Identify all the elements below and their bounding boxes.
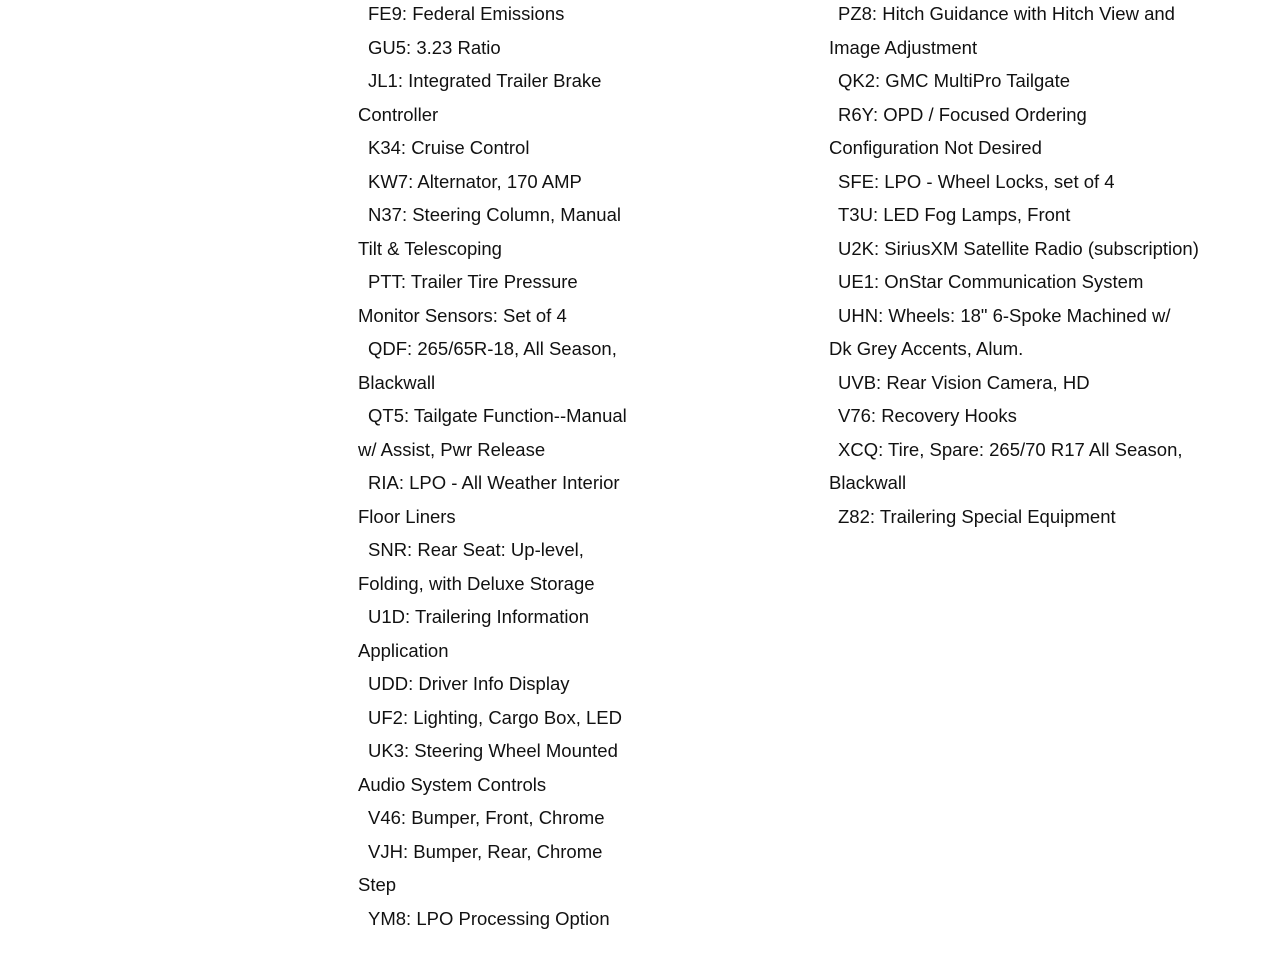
option-sfe: SFE: LPO - Wheel Locks, set of 4 <box>838 170 1115 192</box>
option-qt5: QT5: Tailgate Function--Manual <box>368 405 627 426</box>
options-list-left <box>358 0 658 938</box>
option-ym8: YM8: LPO Processing Option <box>368 907 610 929</box>
option-u1d: U1D: Trailering Information <box>368 606 590 627</box>
option-jl1: JL1: Integrated Trailer Brake <box>368 70 602 91</box>
option-xcq-continued: Blackwall <box>829 472 907 493</box>
option-uk3: UK3: Steering Wheel Mounted <box>368 740 618 761</box>
option-t3u: T3U: LED Fog Lamps, Front <box>838 204 1071 225</box>
option-udd: UDD: Driver Info Display <box>368 673 570 694</box>
option-pz8-continued: Image Adjustment <box>829 36 978 58</box>
option-vjh-continued: Step <box>358 874 397 895</box>
option-u1d-continued: Application <box>358 639 449 661</box>
option-jl1-continued: Controller <box>358 103 439 125</box>
option-ptt: PTT: Trailer Tire Pressure <box>368 271 578 292</box>
option-n37-continued: Tilt & Telescoping <box>358 237 502 259</box>
option-ue1: UE1: OnStar Communication System <box>838 271 1144 292</box>
option-qdf: QDF: 265/65R-18, All Season, <box>368 338 617 359</box>
option-uhn-continued: Dk Grey Accents, Alum. <box>829 338 1024 359</box>
option-uvb: UVB: Rear Vision Camera, HD <box>838 371 1090 393</box>
option-snr: SNR: Rear Seat: Up-level, <box>368 539 584 560</box>
option-v76: V76: Recovery Hooks <box>838 405 1017 426</box>
option-pz8: PZ8: Hitch Guidance with Hitch View and <box>838 3 1175 24</box>
option-k34: K34: Cruise Control <box>368 137 530 158</box>
option-u2k: U2K: SiriusXM Satellite Radio (subscription) <box>838 237 1199 259</box>
option-snr-continued: Folding, with Deluxe Storage <box>358 572 595 594</box>
option-qk2: QK2: GMC MultiPro Tailgate <box>838 70 1071 91</box>
options-list-right <box>829 0 1249 536</box>
option-qt5-continued: w/ Assist, Pwr Release <box>358 438 546 460</box>
option-r6y: R6Y: OPD / Focused Ordering <box>838 103 1087 125</box>
option-z82: Z82: Trailering Special Equipment <box>838 505 1116 527</box>
option-uhn: UHN: Wheels: 18" 6-Spoke Machined w/ <box>838 304 1171 326</box>
option-n37: N37: Steering Column, Manual <box>368 204 621 225</box>
option-uk3-continued: Audio System Controls <box>358 773 547 795</box>
option-r6y-continued: Configuration Not Desired <box>829 137 1042 158</box>
option-v46: V46: Bumper, Front, Chrome <box>368 807 605 828</box>
option-ria-continued: Floor Liners <box>358 505 456 527</box>
option-ria: RIA: LPO - All Weather Interior <box>368 472 620 493</box>
option-gu5: GU5: 3.23 Ratio <box>368 36 501 58</box>
option-fe9: FE9: Federal Emissions <box>368 3 565 24</box>
option-qdf-continued: Blackwall <box>358 371 436 393</box>
option-vjh: VJH: Bumper, Rear, Chrome <box>368 840 603 862</box>
option-kw7: KW7: Alternator, 170 AMP <box>368 170 582 192</box>
option-uf2: UF2: Lighting, Cargo Box, LED <box>368 706 622 728</box>
option-xcq: XCQ: Tire, Spare: 265/70 R17 All Season, <box>838 438 1183 460</box>
option-ptt-continued: Monitor Sensors: Set of 4 <box>358 304 567 326</box>
